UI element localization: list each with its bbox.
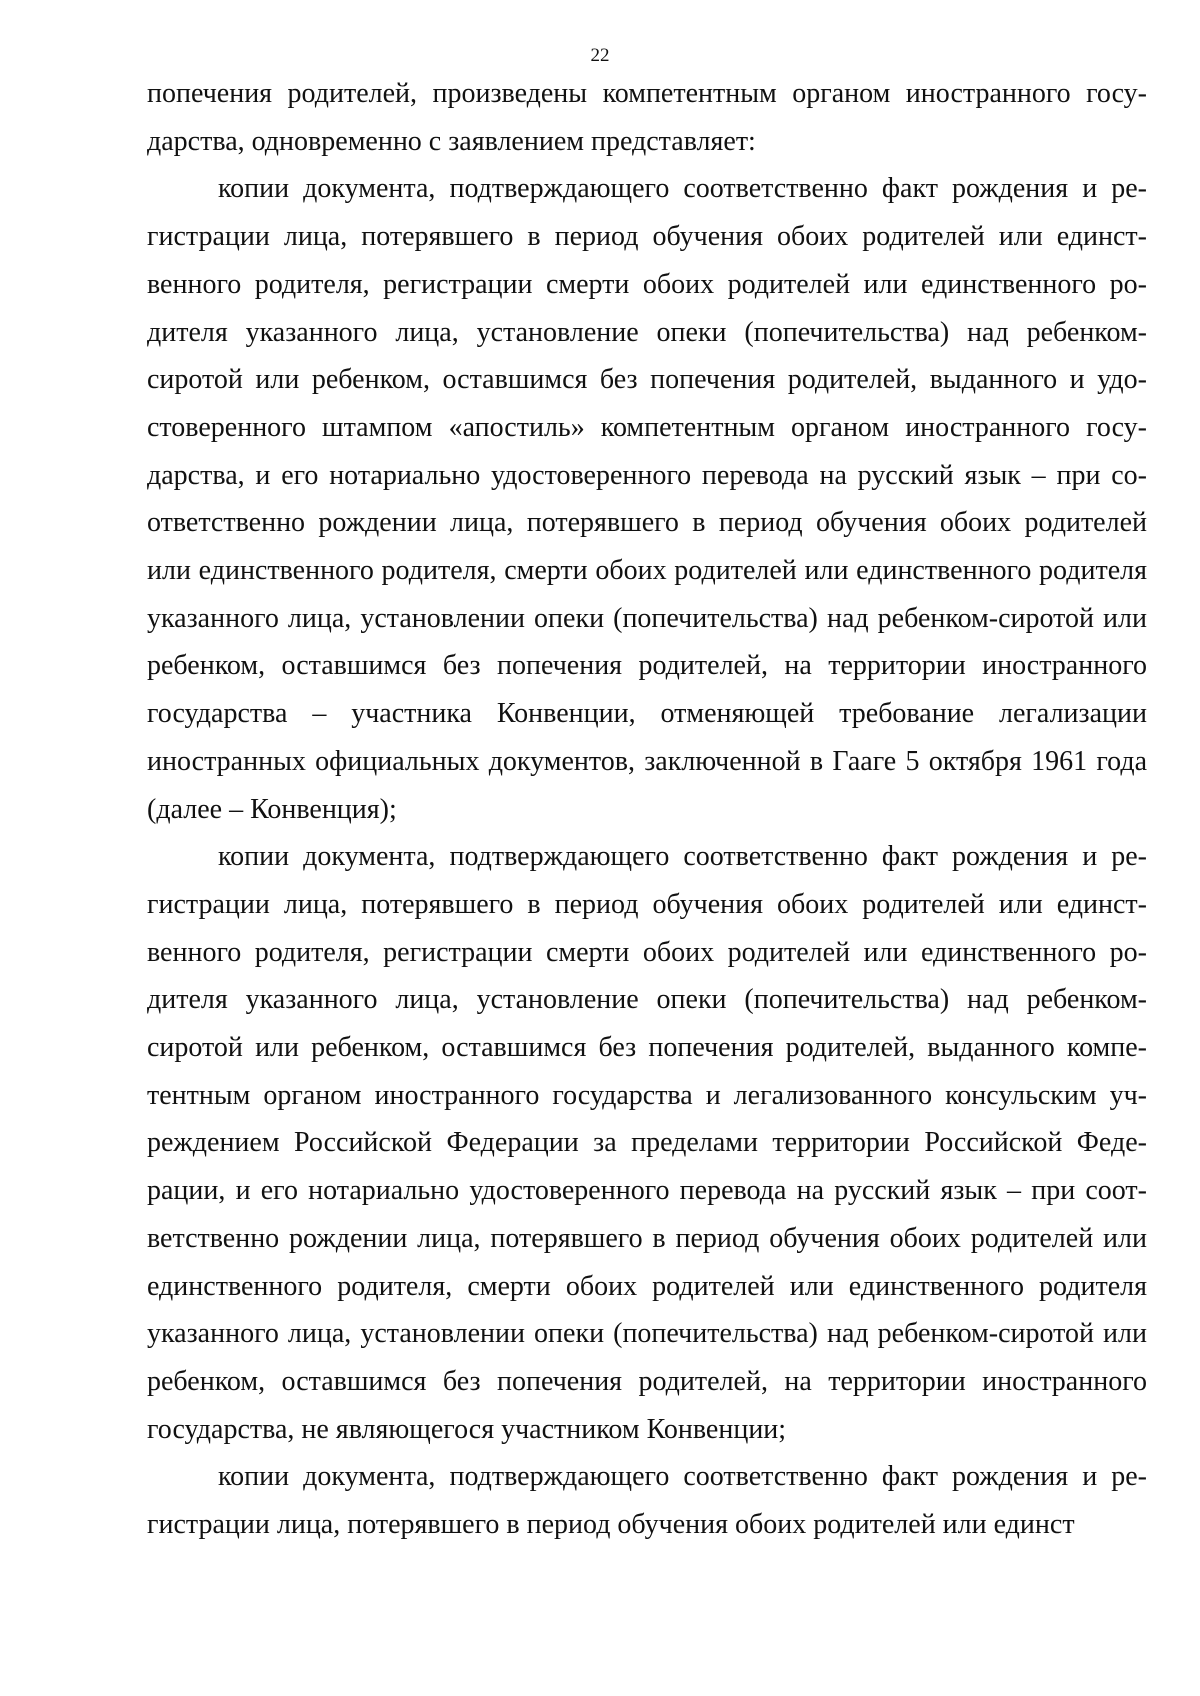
paragraph-continuation: попечения родителей, произведены компетентным органом иностранного государства, одновременно с заявлением представляет: (147, 78, 1147, 157)
paragraph-apostille-copies: копии документа, подтверждающего соответственно факт рождения и регистрации лица, потерявшего в период обучения обоих родителей или единственного родителя, регистрации смерти обоих родителей или единственного родителя указанного лица, установление опеки (попечительства) над ребенком-сиротой или ребенком, оставшимся без попечения родителей, выданного и удостоверенного штампом «апостиль» компетентным органом иностранного государства, и его нотариально удостоверенного перевода на русский язык – при соответственно рождении лица, потерявшего в период обучения обоих родителей или единственного родителя, смерти обоих родителей или единственного родителя указанного лица, установлении опеки (попечительства) над ребенком-сиротой или ребенком, оставшимся без попечения родителей, на территории иностранного государства – участника Конвенции, отменяющей требование легализации иностранных официальных документов, заключенной в Гааге 5 октября 1961 года (далее – Конвенция); (147, 173, 1147, 825)
paragraph-document-copies: копии документа, подтверждающего соответственно факт рождения и регистрации лица, потерявшего в период обучения обоих родителей или единст (147, 1461, 1147, 1541)
page-number: 22 (590, 45, 610, 66)
document-body (147, 70, 1147, 1549)
paragraph-legalized-copies: копии документа, подтверждающего соответственно факт рождения и регистрации лица, потерявшего в период обучения обоих родителей или единственного родителя, регистрации смерти обоих родителей или единственного родителя указанного лица, установление опеки (попечительства) над ребенком-сиротой или ребенком, оставшимся без попечения родителей, выданного компетентным органом иностранного государства и легализованного консульским учреждением Российской Федерации за пределами территории Российской Федерации, и его нотариально удостоверенного перевода на русский язык – при соответственно рождении лица, потерявшего в период обучения обоих родителей или единственного родителя, смерти обоих родителей или единственного родителя указанного лица, установлении опеки (попечительства) над ребенком-сиротой или ребенком, оставшимся без попечения родителей, на территории иностранного государства, не являющегося участником Конвенции; (147, 841, 1147, 1445)
